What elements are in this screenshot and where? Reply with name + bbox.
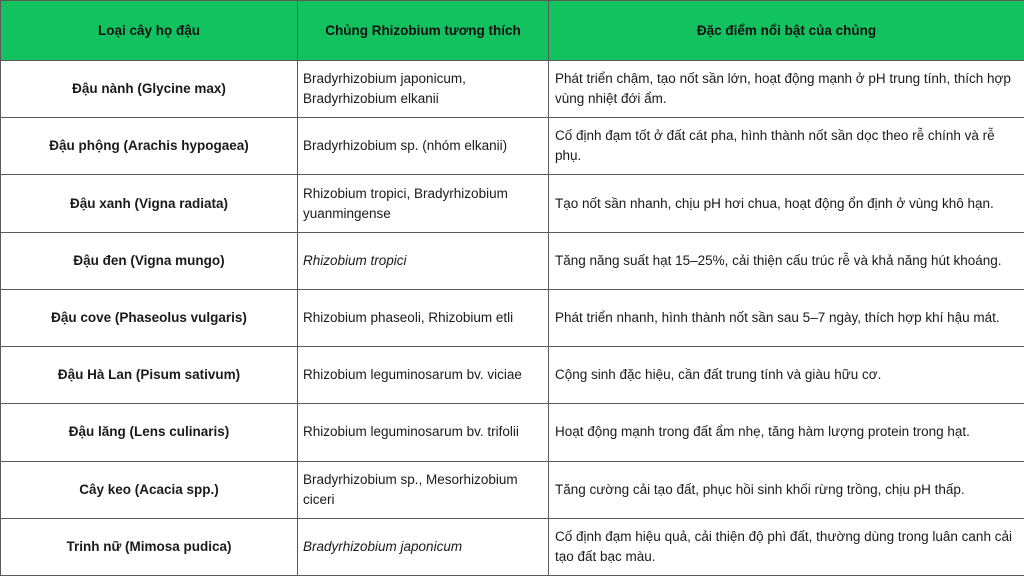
table-row [1,175,1024,232]
header-feature: Đặc điểm nổi bật của chủng [549,1,1024,61]
feature-cell: Tăng năng suất hạt 15–25%, cải thiện cấu trúc rễ và khả năng hút khoáng. [549,232,1024,289]
strain-cell: Rhizobium tropici [298,232,549,289]
feature-cell: Phát triển nhanh, hình thành nốt sần sau 5–7 ngày, thích hợp khí hậu mát. [549,289,1024,346]
feature-cell: Tạo nốt sần nhanh, chịu pH hơi chua, hoạt động ổn định ở vùng khô hạn. [549,175,1024,232]
crop-cell: Đậu phộng (Arachis hypogaea) [1,118,298,175]
strain-cell: Rhizobium phaseoli, Rhizobium etli [298,289,549,346]
table-row [1,289,1024,346]
table-row [1,118,1024,175]
feature-cell: Tăng cường cải tạo đất, phục hồi sinh khối rừng trồng, chịu pH thấp. [549,461,1024,518]
strain-cell: Bradyrhizobium japonicum, Bradyrhizobium elkanii [298,61,549,118]
crop-cell: Đậu xanh (Vigna radiata) [1,175,298,232]
strain-cell: Bradyrhizobium sp. (nhóm elkanii) [298,118,549,175]
crop-cell: Đậu cove (Phaseolus vulgaris) [1,289,298,346]
feature-cell: Phát triển chậm, tạo nốt sần lớn, hoạt động mạnh ở pH trung tính, thích hợp vùng nhiệt đới ẩm. [549,61,1024,118]
feature-cell: Cố định đạm tốt ở đất cát pha, hình thành nốt sần dọc theo rễ chính và rễ phụ. [549,118,1024,175]
table-row [1,404,1024,461]
table-header [1,1,1024,61]
table-row [1,518,1024,575]
strain-cell: Rhizobium leguminosarum bv. trifolii [298,404,549,461]
table-row [1,347,1024,404]
header-row [1,1,1024,61]
crop-cell: Đậu đen (Vigna mungo) [1,232,298,289]
crop-cell: Trinh nữ (Mimosa pudica) [1,518,298,575]
crop-cell: Cây keo (Acacia spp.) [1,461,298,518]
crop-cell: Đậu lăng (Lens culinaris) [1,404,298,461]
feature-cell: Cố định đạm hiệu quả, cải thiện độ phì đất, thường dùng trong luân canh cải tạo đất bạc màu. [549,518,1024,575]
table-row [1,461,1024,518]
table-body [1,61,1024,576]
table-row [1,61,1024,118]
crop-cell: Đậu nành (Glycine max) [1,61,298,118]
strain-cell: Rhizobium leguminosarum bv. viciae [298,347,549,404]
strain-cell: Rhizobium tropici, Bradyrhizobium yuanmingense [298,175,549,232]
feature-cell: Cộng sinh đặc hiệu, cần đất trung tính và giàu hữu cơ. [549,347,1024,404]
header-crop: Loại cây họ đậu [1,1,298,61]
crop-cell: Đậu Hà Lan (Pisum sativum) [1,347,298,404]
strain-cell: Bradyrhizobium japonicum [298,518,549,575]
header-strain: Chủng Rhizobium tương thích [298,1,549,61]
strain-cell: Bradyrhizobium sp., Mesorhizobium ciceri [298,461,549,518]
table-row [1,232,1024,289]
feature-cell: Hoạt động mạnh trong đất ẩm nhẹ, tăng hàm lượng protein trong hạt. [549,404,1024,461]
